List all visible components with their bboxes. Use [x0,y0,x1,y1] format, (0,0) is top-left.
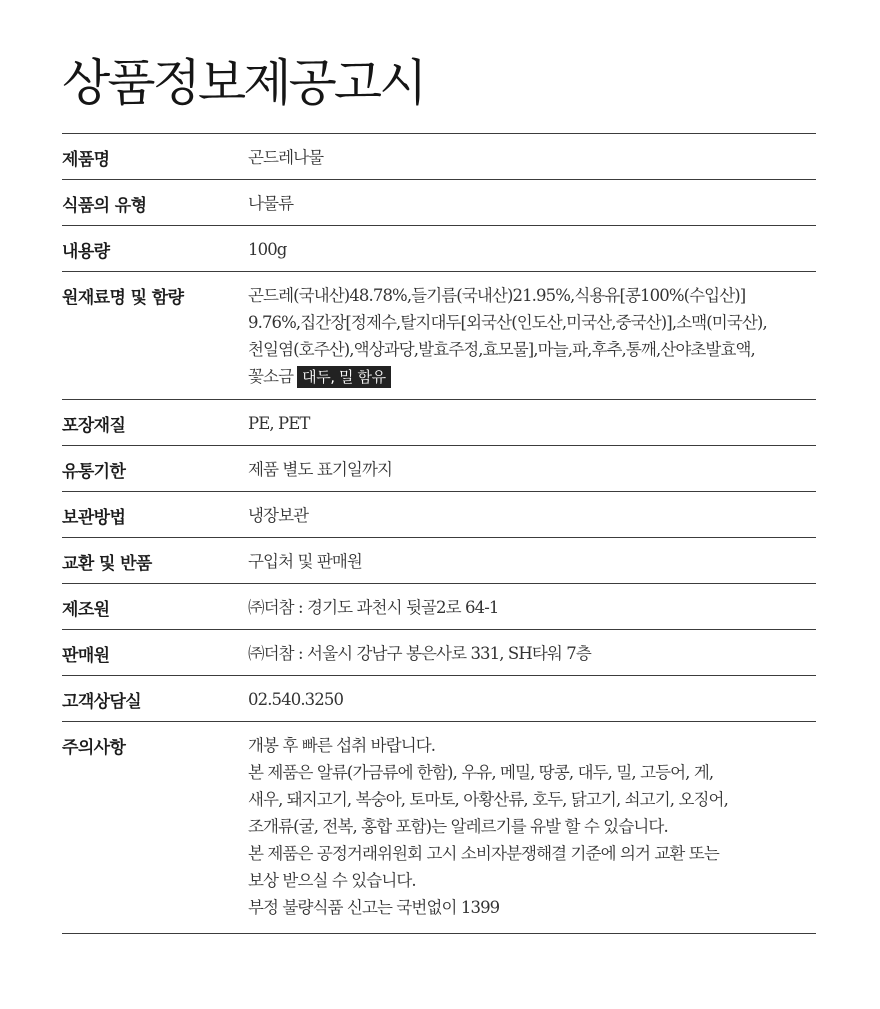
value-line: PE, PET [248,414,310,433]
value-line: 02.540.3250 [248,690,344,709]
value-line: 개봉 후 빠른 섭취 바랍니다. [248,736,436,755]
value-line: 본 제품은 알류(가금류에 한함), 우유, 메밀, 땅콩, 대두, 밀, 고등어, 게, [248,763,714,782]
row-value [248,492,816,537]
row-value [248,400,816,445]
row-label: 유통기한 [62,462,126,482]
value-line: 새우, 돼지고기, 복숭아, 토마토, 아황산류, 호두, 닭고기, 쇠고기, 오징어, [248,790,728,809]
row-value [248,446,816,491]
value-line: 100g [248,240,287,259]
value-line: 곤드레나물 [248,148,324,167]
product-info-table [62,133,816,934]
value-line: 천일염(호주산),액상과당,발효주정,효모물],마늘,파,후추,통깨,산야초발효액, [248,340,755,359]
value-line [248,363,816,390]
row-label: 제품명 [62,150,110,170]
row-label: 판매원 [62,646,110,666]
row-value [248,584,816,629]
table-row-packaging [62,400,816,446]
table-row-net-weight [62,226,816,272]
row-label: 주의사항 [62,738,126,758]
row-label: 원재료명 및 함량 [62,288,184,308]
row-value [248,272,816,399]
value-line: 냉장보관 [248,506,309,525]
value-line: ㈜더참 : 경기도 과천시 뒷골2로 64-1 [248,598,499,617]
row-value [248,630,816,675]
row-label: 식품의 유형 [62,196,147,216]
table-row-ingredients [62,272,816,400]
row-label: 내용량 [62,242,110,262]
page-title: 상품정보제공고시 [62,54,425,112]
row-value [248,538,816,583]
row-value [248,226,816,271]
table-row-expiry [62,446,816,492]
row-value [248,676,816,721]
table-row-storage [62,492,816,538]
value-line: ㈜더참 : 서울시 강남구 봉은사로 331, SH타워 7층 [248,644,591,663]
table-row-product-name [62,134,816,180]
row-value [248,180,816,225]
row-value [248,722,816,933]
value-line: 곤드레(국내산)48.78%,들기름(국내산)21.95%,식용유[콩100%(수입산)] [248,286,746,305]
value-line: 부정 불량식품 신고는 국번없이 1399 [248,898,500,917]
row-label: 고객상담실 [62,692,142,712]
row-value [248,134,816,179]
value-line: 조개류(굴, 전복, 홍합 포함)는 알레르기를 유발 할 수 있습니다. [248,817,668,836]
table-row-customer-center [62,676,816,722]
value-line: 제품 별도 표기일까지 [248,460,393,479]
allergen-badge: 대두, 밀 함유 [297,366,391,388]
row-label: 보관방법 [62,508,126,528]
value-line: 9.76%,집간장[정제수,탈지대두[외국산(인도산,미국산,중국산)],소맥(미국산), [248,313,767,332]
value-line: 나물류 [248,194,294,213]
table-row-exchange [62,538,816,584]
value-text: 꽃소금 [248,367,294,386]
row-label: 교환 및 반품 [62,554,152,574]
table-row-manufacturer [62,584,816,630]
value-line: 본 제품은 공정거래위원회 고시 소비자분쟁해결 기준에 의거 교환 또는 [248,844,719,863]
value-line: 구입처 및 판매원 [248,552,362,571]
value-line: 보상 받으실 수 있습니다. [248,871,416,890]
table-row-food-type [62,180,816,226]
row-label: 제조원 [62,600,110,620]
table-row-seller [62,630,816,676]
table-row-precautions [62,722,816,934]
row-label: 포장재질 [62,416,126,436]
